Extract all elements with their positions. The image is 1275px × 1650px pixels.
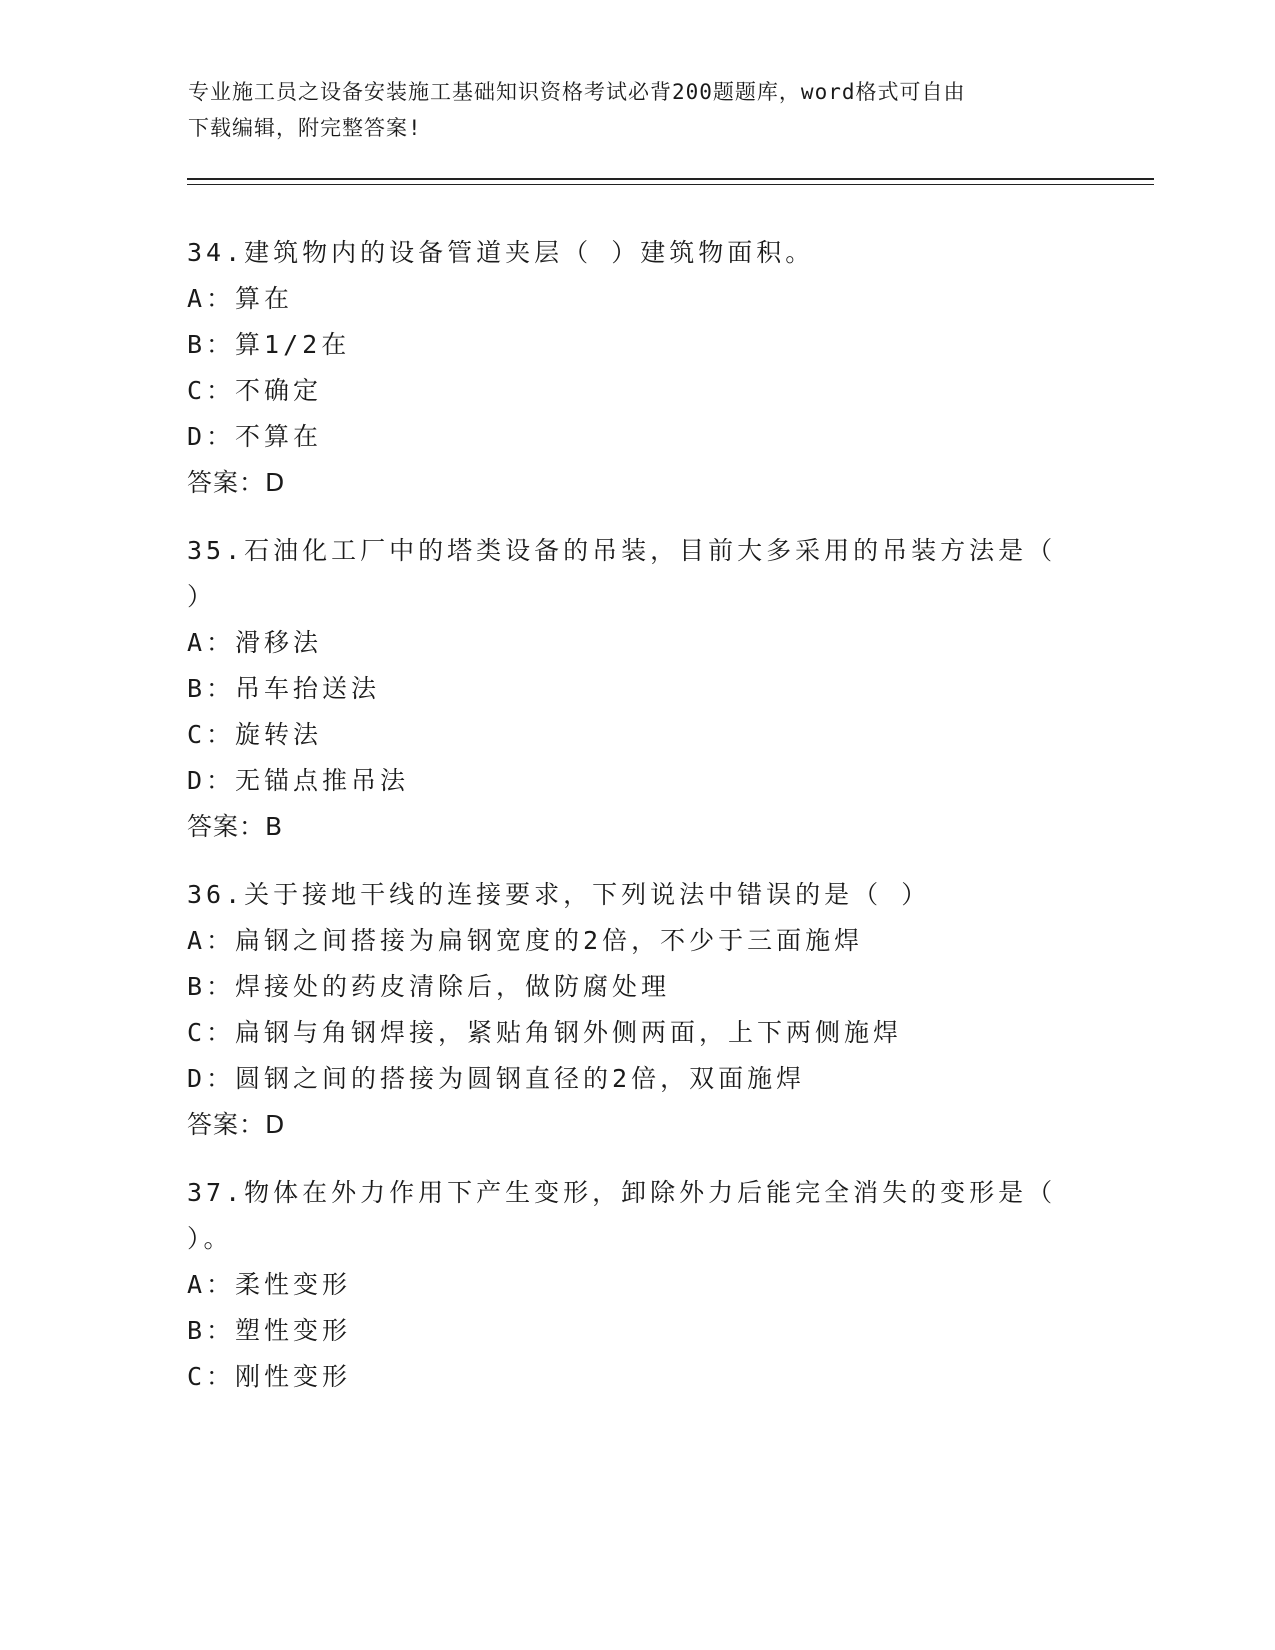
- option-d: D：无锚点推吊法: [187, 766, 410, 795]
- option-b: B：算1/2在: [187, 330, 351, 359]
- question-37: [187, 1170, 1087, 1400]
- question-34: [187, 230, 1087, 506]
- answer-line: 答案：B: [187, 812, 284, 841]
- header-divider-thick: [187, 178, 1154, 180]
- option-a: A：滑移法: [187, 628, 323, 657]
- question-stem: 34.建筑物内的设备管道夹层（ ）建筑物面积。: [187, 238, 815, 267]
- option-c: C：扁钢与角钢焊接，紧贴角钢外侧两面，上下两侧施焊: [187, 1018, 903, 1047]
- option-b: B：焊接处的药皮清除后，做防腐处理: [187, 972, 671, 1001]
- option-a: A：算在: [187, 284, 294, 313]
- option-a: A：扁钢之间搭接为扁钢宽度的2倍，不少于三面施焊: [187, 926, 864, 955]
- question-36: [187, 872, 1087, 1148]
- option-b: B：吊车抬送法: [187, 674, 381, 703]
- document-header: [188, 74, 1088, 146]
- question-stem: 36.关于接地干线的连接要求，下列说法中错误的是（ ）: [187, 880, 931, 909]
- question-stem: 35.石油化工厂中的塔类设备的吊装，目前大多采用的吊装方法是（ ）: [187, 536, 1057, 611]
- question-stem: 37.物体在外力作用下产生变形，卸除外力后能完全消失的变形是（ ）。: [187, 1178, 1057, 1253]
- header-line-1: 专业施工员之设备安装施工基础知识资格考试必背200题题库，word格式可自由: [188, 80, 966, 104]
- option-b: B：塑性变形: [187, 1316, 352, 1345]
- answer-line: 答案：D: [187, 468, 286, 497]
- question-35: [187, 528, 1087, 850]
- header-line-2: 下载编辑，附完整答案!: [188, 116, 422, 140]
- option-d: D：圆钢之间的搭接为圆钢直径的2倍，双面施焊: [187, 1064, 806, 1093]
- option-c: C：刚性变形: [187, 1362, 352, 1391]
- answer-line: 答案：D: [187, 1110, 286, 1139]
- header-divider-thin: [187, 184, 1154, 185]
- option-a: A：柔性变形: [187, 1270, 352, 1299]
- option-c: C：不确定: [187, 376, 323, 405]
- question-list: [187, 230, 1087, 1422]
- option-d: D：不算在: [187, 422, 323, 451]
- option-c: C：旋转法: [187, 720, 323, 749]
